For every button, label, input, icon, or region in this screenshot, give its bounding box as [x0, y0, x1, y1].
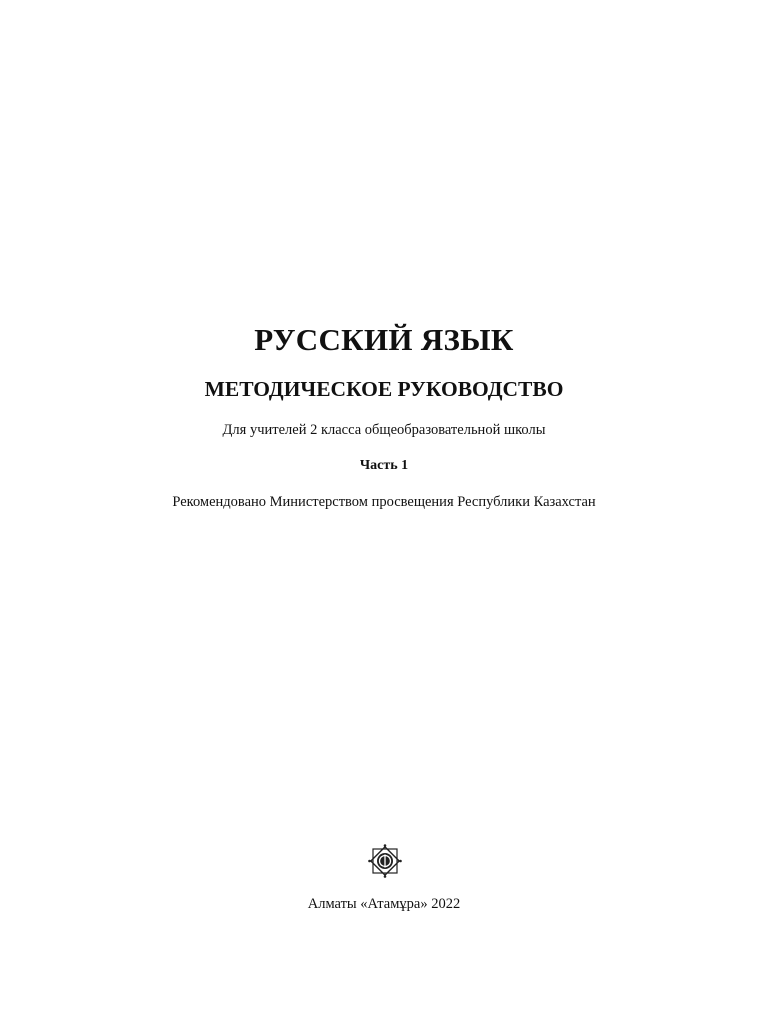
- approval-statement: Рекомендовано Министерством просвещения Республики Казахстан: [172, 494, 596, 510]
- part-number: Часть 1: [359, 458, 409, 473]
- book-subtitle: МЕТОДИЧЕСКОЕ РУКОВОДСТВО: [204, 377, 564, 401]
- target-audience: Для учителей 2 класса общеобразовательной школы: [222, 422, 546, 438]
- book-title: РУССКИЙ ЯЗЫК: [254, 322, 514, 357]
- publisher-emblem-icon: [366, 842, 404, 880]
- imprint-line: Алматы «Атамұра» 2022: [307, 896, 461, 912]
